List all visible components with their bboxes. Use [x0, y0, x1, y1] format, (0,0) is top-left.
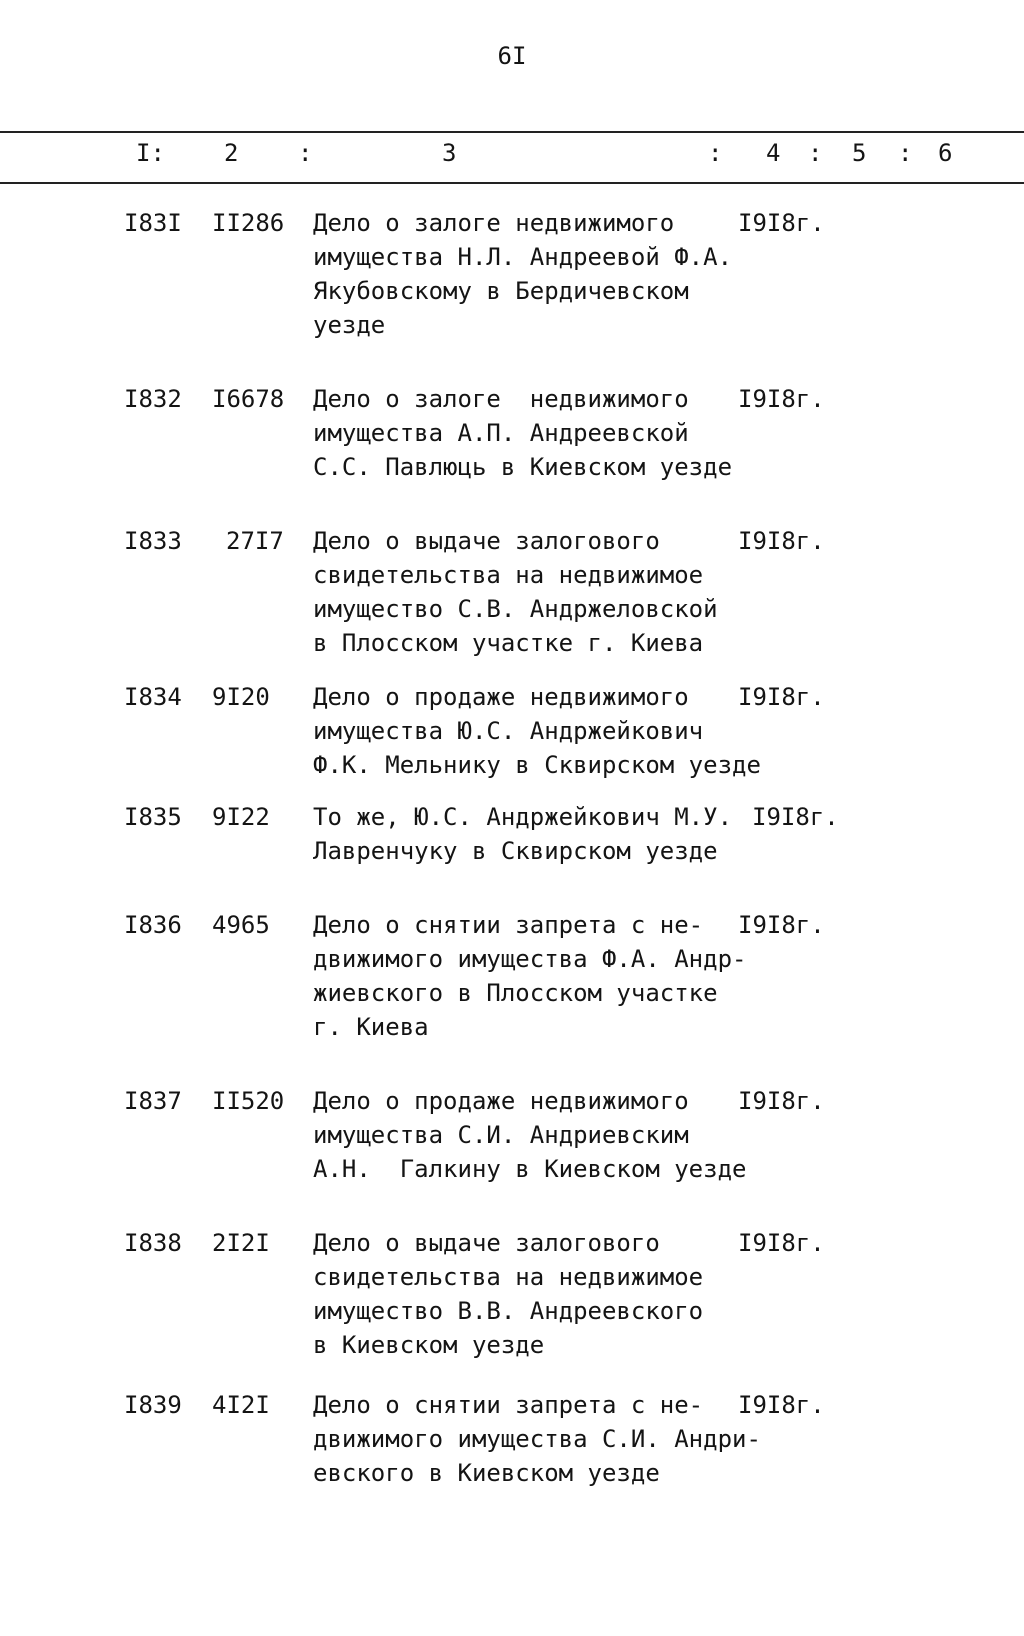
header-col-1: I:	[136, 139, 165, 167]
record-fund-number: 4I2I	[212, 1391, 270, 1419]
title-line: Якубовскому в Бердичевском	[313, 277, 689, 305]
header-separator: :	[708, 139, 723, 167]
title-line: имущества Ю.С. Андржейкович	[313, 717, 704, 745]
title-line: имущества С.И. Андриевским	[313, 1121, 689, 1149]
header-col-3: 3	[442, 139, 457, 167]
title-line: Дело о залоге недвижимого	[313, 209, 675, 237]
header-separator: :	[298, 139, 313, 167]
title-line: в Киевском уезде	[313, 1331, 545, 1359]
record-fund-number: II520	[212, 1087, 285, 1115]
title-line: евского в Киевском уезде	[313, 1459, 660, 1487]
title-line: Дело о снятии запрета с не-	[313, 911, 704, 939]
title-line: Дело о залоге недвижимого	[313, 385, 689, 413]
page-number: 6I	[497, 42, 527, 70]
record-date: I9I8г.	[738, 1229, 825, 1257]
title-line: Лавренчуку в Сквирском уезде	[313, 837, 718, 865]
title-line: имущество С.В. Андржеловской	[313, 595, 718, 623]
record-number: I839	[124, 1391, 182, 1419]
header-col-2: 2	[224, 139, 239, 167]
title-line: движимого имущества Ф.А. Андр-	[313, 945, 747, 973]
record-date: I9I8г.	[738, 527, 825, 555]
record-fund-number: 4965	[212, 911, 270, 939]
record-number: I834	[124, 683, 182, 711]
record-number: I837	[124, 1087, 182, 1115]
record-fund-number: 9I22	[212, 803, 270, 831]
title-line: свидетельства на недвижимое	[313, 561, 704, 589]
header-col-6: 6	[938, 139, 953, 167]
header-bottom-rule	[0, 182, 1024, 184]
title-line: Дело о выдаче залогового	[313, 527, 660, 555]
title-line: имущества А.П. Андреевской	[313, 419, 689, 447]
title-line: движимого имущества С.И. Андри-	[313, 1425, 761, 1453]
title-line: Дело о снятии запрета с не-	[313, 1391, 704, 1419]
record-fund-number: I6678	[212, 385, 285, 413]
title-line: имущества Н.Л. Андреевой Ф.А.	[313, 243, 733, 271]
record-number: I83I	[124, 209, 182, 237]
record-number: I838	[124, 1229, 182, 1257]
title-line: уезде	[313, 311, 386, 339]
title-line: имущество В.В. Андреевского	[313, 1297, 704, 1325]
record-date: I9I8г.	[738, 1391, 825, 1419]
record-date: I9I8г.	[738, 911, 825, 939]
record-number: I832	[124, 385, 182, 413]
record-date: I9I8г.	[738, 1087, 825, 1115]
record-date: I9I8г.	[752, 803, 839, 831]
title-line: жиевского в Плосском участке	[313, 979, 718, 1007]
header-col-4: 4	[766, 139, 781, 167]
title-line: А.Н. Галкину в Киевском уезде	[313, 1155, 747, 1183]
record-fund-number: 2I2I	[212, 1229, 270, 1257]
record-date: I9I8г.	[738, 385, 825, 413]
title-line: свидетельства на недвижимое	[313, 1263, 704, 1291]
record-number: I836	[124, 911, 182, 939]
title-line: Дело о выдаче залогового	[313, 1229, 660, 1257]
record-fund-number: 27I7	[226, 527, 284, 555]
record-fund-number: II286	[212, 209, 285, 237]
header-separator: :	[808, 139, 823, 167]
title-line: Дело о продаже недвижимого	[313, 683, 689, 711]
title-line: в Плосском участке г. Киева	[313, 629, 704, 657]
title-line: Ф.К. Мельнику в Сквирском уезде	[313, 751, 761, 779]
record-number: I835	[124, 803, 182, 831]
record-title	[313, 800, 813, 868]
record-date: I9I8г.	[738, 209, 825, 237]
header-separator: :	[898, 139, 913, 167]
title-line: С.С. Павлюць в Киевском уезде	[313, 453, 733, 481]
title-line: Дело о продаже недвижимого	[313, 1087, 689, 1115]
record-number: I833	[124, 527, 182, 555]
title-line: То же, Ю.С. Андржейкович М.У.	[313, 803, 733, 831]
header-col-5: 5	[852, 139, 867, 167]
title-line: г. Киева	[313, 1013, 429, 1041]
record-date: I9I8г.	[738, 683, 825, 711]
header-top-rule	[0, 131, 1024, 133]
record-fund-number: 9I20	[212, 683, 270, 711]
